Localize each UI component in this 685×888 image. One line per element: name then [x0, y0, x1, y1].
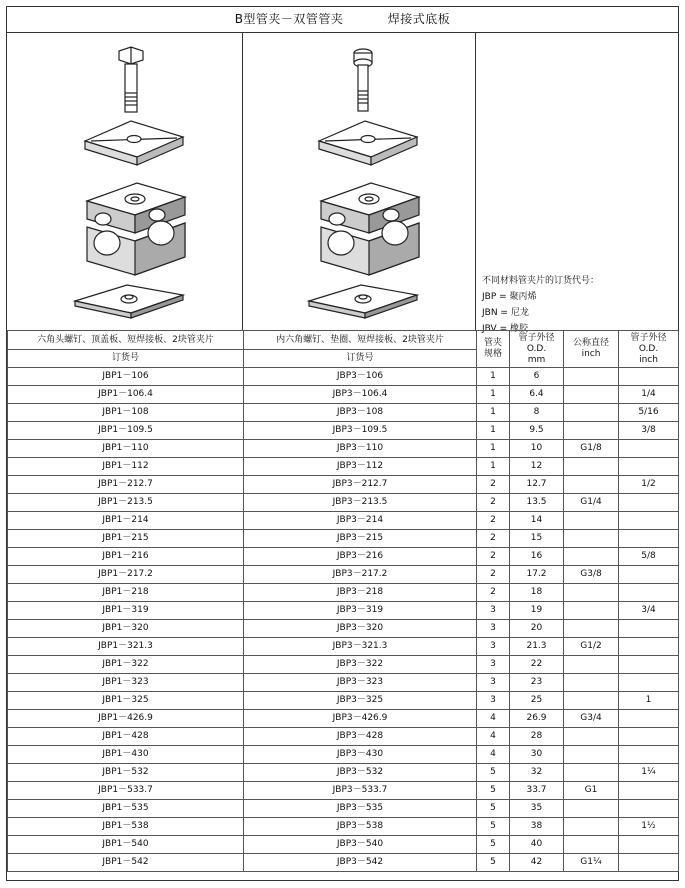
cell-order-no-hex: JBP1－426.9	[8, 710, 244, 728]
table-row	[8, 440, 679, 458]
cell-nominal-dia	[564, 602, 619, 620]
cell-clamp-size: 4	[477, 710, 510, 728]
col-socket-screw-desc: 内六角螺钉、垫圈、短焊接板、2块管夹片	[244, 331, 477, 350]
cell-nominal-dia	[564, 548, 619, 566]
cell-od-mm: 8	[510, 404, 564, 422]
cell-order-no-socket: JBP3－217.2	[244, 566, 477, 584]
cell-od-inch	[619, 584, 679, 602]
col-nominal-dia-l1: 公称直径	[572, 338, 609, 348]
col-order-no-1: 订货号	[8, 350, 244, 368]
cell-od-inch	[619, 836, 679, 854]
col-od-inch-l1: 管子外径	[630, 332, 667, 343]
table-row	[8, 818, 679, 836]
cell-od-mm: 32	[510, 764, 564, 782]
cell-clamp-size: 4	[477, 728, 510, 746]
illustration-socket-screw-assembly	[243, 33, 476, 330]
cell-order-no-socket: JBP3－535	[244, 800, 477, 818]
cell-od-mm: 15	[510, 530, 564, 548]
cell-od-inch: 3/8	[619, 422, 679, 440]
cell-od-inch	[619, 458, 679, 476]
cell-clamp-size: 1	[477, 404, 510, 422]
cell-order-no-hex: JBP1－542	[8, 854, 244, 872]
cell-order-no-socket: JBP3－215	[244, 530, 477, 548]
cell-od-inch: 1/2	[619, 476, 679, 494]
cell-od-inch	[619, 782, 679, 800]
cell-order-no-hex: JBP1－323	[8, 674, 244, 692]
table-row	[8, 602, 679, 620]
cell-order-no-socket: JBP3－212.7	[244, 476, 477, 494]
cell-nominal-dia	[564, 836, 619, 854]
cell-order-no-hex: JBP1－216	[8, 548, 244, 566]
cell-nominal-dia	[564, 386, 619, 404]
table-row	[8, 620, 679, 638]
col-od-mm-l2: O.D.	[526, 343, 547, 354]
cell-od-inch	[619, 440, 679, 458]
cell-od-mm: 30	[510, 746, 564, 764]
cell-nominal-dia	[564, 764, 619, 782]
cell-nominal-dia	[564, 476, 619, 494]
cell-od-inch: 1¼	[619, 764, 679, 782]
table-row	[8, 836, 679, 854]
table-row	[8, 404, 679, 422]
table-row	[8, 674, 679, 692]
illustration-row	[7, 33, 678, 334]
cell-clamp-size: 1	[477, 386, 510, 404]
cell-od-mm: 12	[510, 458, 564, 476]
col-hex-bolt-desc: 六角头螺钉、顶盖板、短焊接板、2块管夹片	[8, 331, 244, 350]
col-nominal-dia-l2: inch	[581, 349, 601, 359]
cell-order-no-socket: JBP3－323	[244, 674, 477, 692]
table-row	[8, 728, 679, 746]
cell-order-no-socket: JBP3－214	[244, 512, 477, 530]
cell-nominal-dia	[564, 422, 619, 440]
material-code-item: JBP = 聚丙烯	[482, 292, 537, 302]
cell-order-no-hex: JBP1－320	[8, 620, 244, 638]
cell-nominal-dia	[564, 458, 619, 476]
col-clamp-size	[477, 331, 510, 368]
cell-order-no-socket: JBP3－320	[244, 620, 477, 638]
cell-nominal-dia	[564, 584, 619, 602]
cell-order-no-hex: JBP1－110	[8, 440, 244, 458]
cell-od-inch	[619, 638, 679, 656]
cell-order-no-socket: JBP3－216	[244, 548, 477, 566]
table-row	[8, 584, 679, 602]
cell-od-inch: 3/4	[619, 602, 679, 620]
cell-nominal-dia: G3/4	[564, 710, 619, 728]
table-row	[8, 458, 679, 476]
cell-order-no-socket: JBP3－428	[244, 728, 477, 746]
cell-od-inch	[619, 674, 679, 692]
cell-od-mm: 42	[510, 854, 564, 872]
table-row	[8, 638, 679, 656]
cell-nominal-dia	[564, 368, 619, 386]
cell-nominal-dia	[564, 818, 619, 836]
cell-nominal-dia: G1	[564, 782, 619, 800]
table-row	[8, 566, 679, 584]
cell-od-inch	[619, 620, 679, 638]
col-od-mm	[510, 331, 564, 368]
cell-order-no-socket: JBP3－325	[244, 692, 477, 710]
cell-clamp-size: 5	[477, 764, 510, 782]
cell-od-mm: 25	[510, 692, 564, 710]
cell-od-inch	[619, 728, 679, 746]
cell-od-mm: 38	[510, 818, 564, 836]
cell-clamp-size: 5	[477, 782, 510, 800]
table-row	[8, 692, 679, 710]
cell-nominal-dia	[564, 404, 619, 422]
col-od-inch-l2: O.D.	[638, 343, 659, 354]
cell-nominal-dia: G1/4	[564, 494, 619, 512]
cell-order-no-socket: JBP3－106	[244, 368, 477, 386]
col-order-no-2: 订货号	[244, 350, 477, 368]
cell-od-inch	[619, 566, 679, 584]
cell-od-inch	[619, 368, 679, 386]
cell-od-inch	[619, 854, 679, 872]
cell-nominal-dia	[564, 746, 619, 764]
cell-clamp-size: 3	[477, 602, 510, 620]
cell-order-no-hex: JBP1－428	[8, 728, 244, 746]
cell-od-mm: 19	[510, 602, 564, 620]
table-row	[8, 512, 679, 530]
cell-order-no-socket: JBP3－542	[244, 854, 477, 872]
cell-order-no-socket: JBP3－110	[244, 440, 477, 458]
cell-od-mm: 6.4	[510, 386, 564, 404]
cell-order-no-hex: JBP1－212.7	[8, 476, 244, 494]
material-code-item: JBN = 尼龙	[482, 308, 529, 318]
cell-order-no-hex: JBP1－106	[8, 368, 244, 386]
cell-od-mm: 13.5	[510, 494, 564, 512]
cell-order-no-hex: JBP1－218	[8, 584, 244, 602]
cell-order-no-socket: JBP3－319	[244, 602, 477, 620]
cell-order-no-hex: JBP1－533.7	[8, 782, 244, 800]
cell-order-no-socket: JBP3－322	[244, 656, 477, 674]
cell-order-no-socket: JBP3－532	[244, 764, 477, 782]
cell-order-no-hex: JBP1－430	[8, 746, 244, 764]
cell-clamp-size: 3	[477, 674, 510, 692]
cell-order-no-hex: JBP1－109.5	[8, 422, 244, 440]
cell-clamp-size: 3	[477, 656, 510, 674]
illustration-hex-bolt-assembly	[7, 33, 243, 330]
catalog-sheet	[6, 6, 679, 881]
col-clamp-size-l1: 管夹	[483, 338, 502, 348]
hex-bolt-clamp-drawing	[7, 33, 243, 330]
col-od-inch-l3: inch	[639, 354, 658, 365]
cell-nominal-dia	[564, 674, 619, 692]
cell-clamp-size: 1	[477, 458, 510, 476]
cell-clamp-size: 2	[477, 512, 510, 530]
cell-clamp-size: 3	[477, 692, 510, 710]
cell-od-inch: 1½	[619, 818, 679, 836]
cell-od-inch	[619, 710, 679, 728]
col-clamp-size-l2: 规格	[483, 349, 502, 359]
cell-od-inch	[619, 800, 679, 818]
title-sub: 焊接式底板	[387, 12, 451, 26]
cell-od-inch	[619, 746, 679, 764]
cell-nominal-dia: G3/8	[564, 566, 619, 584]
cell-od-mm: 22	[510, 656, 564, 674]
material-code-note	[482, 273, 599, 337]
cell-od-mm: 17.2	[510, 566, 564, 584]
cell-clamp-size: 2	[477, 566, 510, 584]
cell-clamp-size: 3	[477, 620, 510, 638]
cell-order-no-hex: JBP1－325	[8, 692, 244, 710]
page-title	[7, 7, 678, 33]
socket-screw-clamp-drawing	[243, 33, 476, 330]
cell-order-no-socket: JBP3－321.3	[244, 638, 477, 656]
cell-od-mm: 21.3	[510, 638, 564, 656]
cell-clamp-size: 2	[477, 494, 510, 512]
cell-od-inch: 5/16	[619, 404, 679, 422]
cell-order-no-socket: JBP3－426.9	[244, 710, 477, 728]
cell-nominal-dia: G1/8	[564, 440, 619, 458]
cell-nominal-dia: G1/2	[564, 638, 619, 656]
cell-od-inch	[619, 494, 679, 512]
cell-order-no-socket: JBP3－218	[244, 584, 477, 602]
table-row	[8, 746, 679, 764]
cell-order-no-hex: JBP1－321.3	[8, 638, 244, 656]
spec-table-body	[8, 368, 679, 872]
material-code-heading: 不同材料管夹片的订货代号：	[482, 276, 600, 286]
table-row	[8, 800, 679, 818]
table-row	[8, 548, 679, 566]
cell-nominal-dia: G1¼	[564, 854, 619, 872]
cell-clamp-size: 2	[477, 584, 510, 602]
cell-od-inch: 1/4	[619, 386, 679, 404]
cell-clamp-size: 2	[477, 476, 510, 494]
cell-od-mm: 23	[510, 674, 564, 692]
table-row	[8, 782, 679, 800]
cell-order-no-hex: JBP1－112	[8, 458, 244, 476]
cell-order-no-socket: JBP3－108	[244, 404, 477, 422]
table-row	[8, 422, 679, 440]
cell-order-no-hex: JBP1－535	[8, 800, 244, 818]
cell-order-no-hex: JBP1－106.4	[8, 386, 244, 404]
title-main: B型管夹－双管管夹	[234, 12, 344, 26]
cell-order-no-socket: JBP3－538	[244, 818, 477, 836]
cell-clamp-size: 1	[477, 440, 510, 458]
cell-od-mm: 6	[510, 368, 564, 386]
cell-clamp-size: 1	[477, 368, 510, 386]
cell-order-no-socket: JBP3－430	[244, 746, 477, 764]
spec-table	[7, 330, 679, 872]
cell-od-mm: 20	[510, 620, 564, 638]
cell-od-inch: 1	[619, 692, 679, 710]
cell-order-no-socket: JBP3－213.5	[244, 494, 477, 512]
cell-order-no-hex: JBP1－215	[8, 530, 244, 548]
cell-od-mm: 16	[510, 548, 564, 566]
cell-order-no-hex: JBP1－108	[8, 404, 244, 422]
cell-od-mm: 10	[510, 440, 564, 458]
cell-nominal-dia	[564, 512, 619, 530]
cell-order-no-socket: JBP3－533.7	[244, 782, 477, 800]
cell-order-no-hex: JBP1－319	[8, 602, 244, 620]
cell-order-no-hex: JBP1－538	[8, 818, 244, 836]
cell-nominal-dia	[564, 620, 619, 638]
cell-od-mm: 26.9	[510, 710, 564, 728]
cell-order-no-hex: JBP1－322	[8, 656, 244, 674]
cell-order-no-hex: JBP1－213.5	[8, 494, 244, 512]
cell-nominal-dia	[564, 530, 619, 548]
cell-order-no-hex: JBP1－217.2	[8, 566, 244, 584]
cell-order-no-socket: JBP3－540	[244, 836, 477, 854]
cell-od-mm: 12.7	[510, 476, 564, 494]
cell-od-mm: 14	[510, 512, 564, 530]
col-od-mm-l1: 管子外径	[518, 332, 555, 343]
table-row	[8, 764, 679, 782]
table-row	[8, 476, 679, 494]
cell-clamp-size: 5	[477, 836, 510, 854]
cell-order-no-socket: JBP3－112	[244, 458, 477, 476]
table-row	[8, 368, 679, 386]
cell-od-mm: 28	[510, 728, 564, 746]
cell-od-inch	[619, 656, 679, 674]
cell-order-no-hex: JBP1－532	[8, 764, 244, 782]
cell-od-mm: 9.5	[510, 422, 564, 440]
cell-clamp-size: 2	[477, 548, 510, 566]
cell-clamp-size: 1	[477, 422, 510, 440]
table-row	[8, 530, 679, 548]
cell-nominal-dia	[564, 656, 619, 674]
cell-clamp-size: 5	[477, 818, 510, 836]
col-od-inch	[619, 331, 679, 368]
table-row	[8, 494, 679, 512]
cell-nominal-dia	[564, 692, 619, 710]
cell-od-mm: 33.7	[510, 782, 564, 800]
cell-order-no-hex: JBP1－214	[8, 512, 244, 530]
col-od-mm-l3: mm	[527, 354, 546, 365]
table-row	[8, 386, 679, 404]
cell-nominal-dia	[564, 800, 619, 818]
material-code-item: JBV = 橡胶	[482, 324, 528, 334]
cell-order-no-socket: JBP3－106.4	[244, 386, 477, 404]
cell-od-mm: 35	[510, 800, 564, 818]
cell-clamp-size: 4	[477, 746, 510, 764]
cell-clamp-size: 5	[477, 800, 510, 818]
table-row	[8, 710, 679, 728]
cell-od-inch: 5/8	[619, 548, 679, 566]
cell-clamp-size: 2	[477, 530, 510, 548]
cell-clamp-size: 5	[477, 854, 510, 872]
cell-order-no-socket: JBP3－109.5	[244, 422, 477, 440]
cell-od-mm: 18	[510, 584, 564, 602]
table-row	[8, 656, 679, 674]
cell-order-no-hex: JBP1－540	[8, 836, 244, 854]
col-nominal-dia	[564, 331, 619, 368]
cell-od-mm: 40	[510, 836, 564, 854]
table-row	[8, 854, 679, 872]
cell-clamp-size: 3	[477, 638, 510, 656]
cell-nominal-dia	[564, 728, 619, 746]
cell-od-inch	[619, 530, 679, 548]
cell-od-inch	[619, 512, 679, 530]
